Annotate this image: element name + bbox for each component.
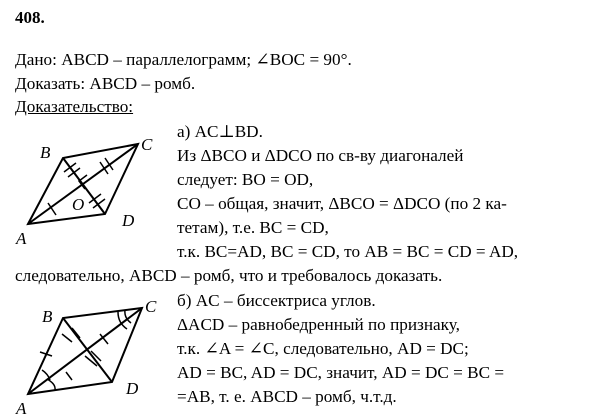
part-a-line-1: а) AC⊥BD. [177,122,263,141]
vertex-label-d: D [122,211,135,230]
angle-arc-a [47,379,55,390]
proof-heading: Доказательство: [15,97,134,116]
part-a-line-4: CO – общая, значит, ΔBCO = ΔDCO (по 2 ка- [177,194,507,213]
vertex-label-c: C [145,297,157,316]
vertex-label-a: A [16,229,27,248]
part-b-line-5: =AB, т. е. ABCD – ромб, ч.т.д. [177,387,397,406]
part-b-line-2: ΔACD – равнобедренный по признаку, [177,315,460,334]
problem-number: 408. [15,8,45,27]
prove-line: Доказать: ABCD – ромб. [15,74,196,93]
vertex-label-d: D [126,379,139,398]
vertex-label-b: B [40,143,51,162]
part-b-line-3: т.к. ∠A = ∠C, следовательно, AD = DC; [177,339,469,358]
figure-rhombus-b [0,296,175,418]
vertex-label-a: A [16,399,27,418]
diagonal-bd [63,318,112,382]
vertex-label-b: B [42,307,53,326]
part-b-line-4: AD = BC, AD = DC, значит, AD = DC = BC = [177,363,505,382]
part-b-line-1: б) AC – биссектриса углов. [177,291,376,310]
vertex-label-c: C [141,135,153,154]
given-line: Дано: ABCD – параллелограмм; ∠BOC = 90°. [15,50,352,69]
center-label-o: O [72,195,85,214]
part-a-line-7: следовательно, ABCD – ромб, что и требовалось доказать. [15,266,443,285]
part-a-line-2: Из ΔBCO и ΔDCO по св-ву диагоналей [177,146,464,165]
figure-rhombus-a [0,130,175,250]
part-a-line-5: тетам), т.е. BC = CD, [177,218,329,237]
part-a-line-3: следует: BO = OD, [177,170,314,189]
part-a-line-6: т.к. BC=AD, BC = CD, то AB = BC = CD = AD, [177,242,519,261]
